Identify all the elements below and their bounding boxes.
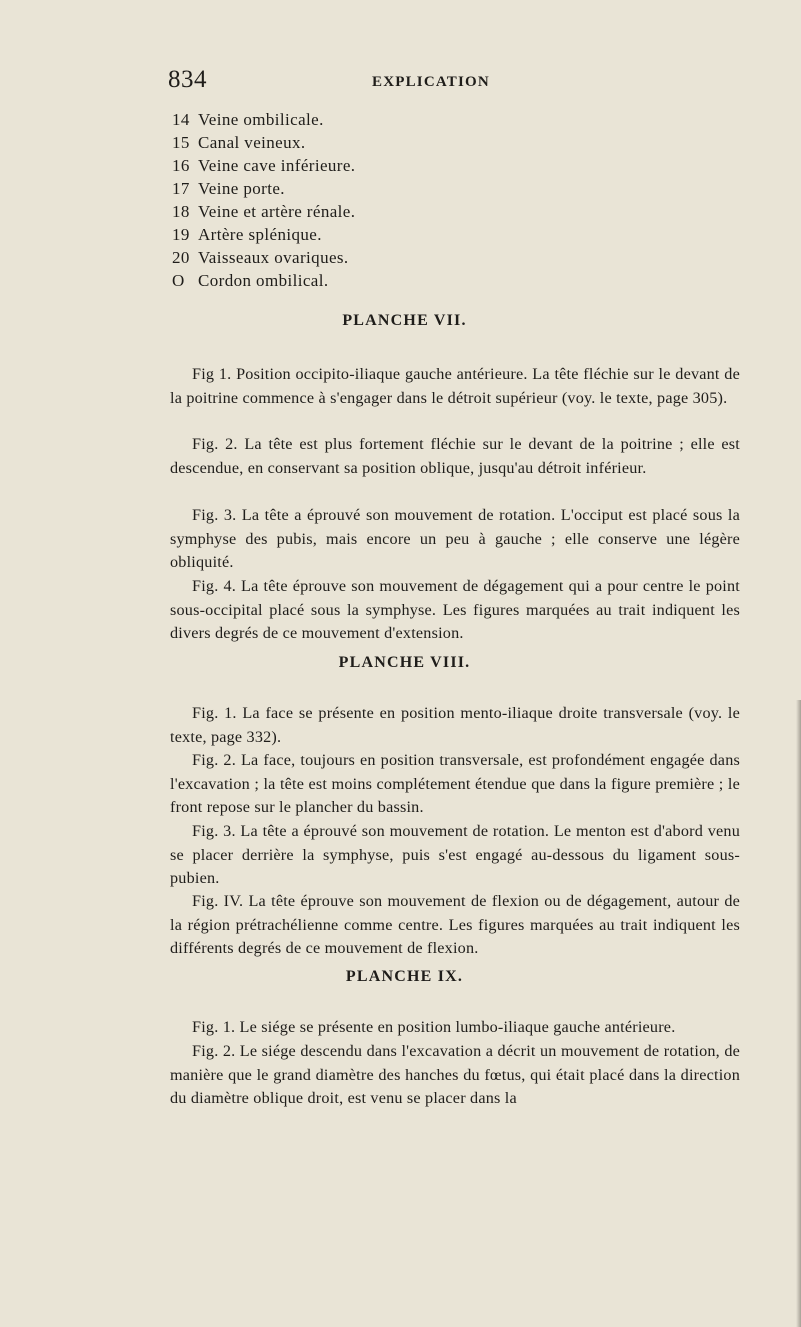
legend-item bbox=[172, 131, 592, 154]
legend-number: 18 bbox=[172, 202, 190, 221]
legend-text: Canal veineux. bbox=[198, 133, 306, 152]
legend-item bbox=[172, 269, 592, 292]
legend-number: O bbox=[172, 271, 185, 290]
legend-text: Vaisseaux ovariques. bbox=[198, 248, 349, 267]
plate-8-fig-4: Fig. IV. La tête éprouve son mouvement de flexion ou de dégagement, autour de la région prétrachélienne comme centre. Les figures marquées au trait indiquent les différents degrés de ce mouvement de flexion. bbox=[170, 892, 740, 958]
legend-item bbox=[172, 108, 592, 131]
legend-item bbox=[172, 154, 592, 177]
plate-7-heading: PLANCHE VII. bbox=[342, 312, 467, 329]
legend-item bbox=[172, 200, 592, 223]
legend-item bbox=[172, 177, 592, 200]
plate-9-fig-1: Fig. 1. Le siége se présente en position lumbo-iliaque gauche antérieure. bbox=[192, 1018, 676, 1036]
legend-text: Cordon ombilical. bbox=[198, 271, 329, 290]
legend-list bbox=[172, 108, 592, 292]
legend-number: 15 bbox=[172, 133, 190, 152]
plate-8-heading: PLANCHE VIII. bbox=[338, 654, 471, 671]
legend-text: Veine porte. bbox=[198, 179, 285, 198]
legend-text: Veine et artère rénale. bbox=[198, 202, 356, 221]
legend-text: Veine cave inférieure. bbox=[198, 156, 356, 175]
legend-number: 16 bbox=[172, 156, 190, 175]
plate-7-fig-3: Fig. 3. La tête a éprouvé son mouvement de rotation. L'occiput est placé sous la symphyse des pubis, mais encore un peu à gauche ; elle conserve une légère obliquité. bbox=[170, 506, 740, 572]
plate-7-fig-4: Fig. 4. La tête éprouve son mouvement de dégagement qui a pour centre le point sous-occipital placé sous la symphyse. Les figures marquées au trait indiquent les divers degrés de ce mouvement d'extension. bbox=[170, 577, 740, 643]
legend-item bbox=[172, 223, 592, 246]
plate-9-heading: PLANCHE IX. bbox=[345, 968, 464, 985]
page-edge-shadow bbox=[796, 700, 801, 1327]
legend-item bbox=[172, 246, 592, 269]
plate-7-fig-1: Fig 1. Position occipito-iliaque gauche antérieure. La tête fléchie sur le devant de la poitrine commence à s'engager dans le détroit supérieur (voy. le texte, page 305). bbox=[170, 365, 740, 407]
legend-number: 20 bbox=[172, 248, 190, 267]
running-head: EXPLICATION bbox=[372, 74, 490, 90]
legend-number: 17 bbox=[172, 179, 190, 198]
plate-8-fig-2: Fig. 2. La face, toujours en position transversale, est profondément engagée dans l'excavation ; la tête est moins complétement étendue que dans la figure première ; le front repose sur le plancher du bassin. bbox=[170, 751, 740, 817]
legend-text: Veine ombilicale. bbox=[198, 110, 324, 129]
page-header bbox=[168, 66, 728, 96]
legend-text: Artère splénique. bbox=[198, 225, 322, 244]
plate-9-fig-2: Fig. 2. Le siége descendu dans l'excavation a décrit un mouvement de rotation, de manière que le grand diamètre des hanches du fœtus, qui était placé dans la direction du diamètre oblique droit, est venu se placer dans la bbox=[170, 1042, 740, 1108]
page-number: 834 bbox=[168, 66, 207, 93]
plate-8-fig-1: Fig. 1. La face se présente en position mento-iliaque droite transversale (voy. le texte, page 332). bbox=[170, 704, 740, 746]
plate-8-fig-3: Fig. 3. La tête a éprouvé son mouvement de rotation. Le menton est d'abord venu se placer derrière la symphyse, puis s'est engagé au-dessous du ligament sous-pubien. bbox=[170, 822, 740, 888]
legend-number: 14 bbox=[172, 110, 190, 129]
legend-number: 19 bbox=[172, 225, 190, 244]
plate-7-fig-2: Fig. 2. La tête est plus fortement fléchie sur le devant de la poitrine ; elle est descendue, en conservant sa position oblique, jusqu'au détroit inférieur. bbox=[170, 435, 740, 477]
